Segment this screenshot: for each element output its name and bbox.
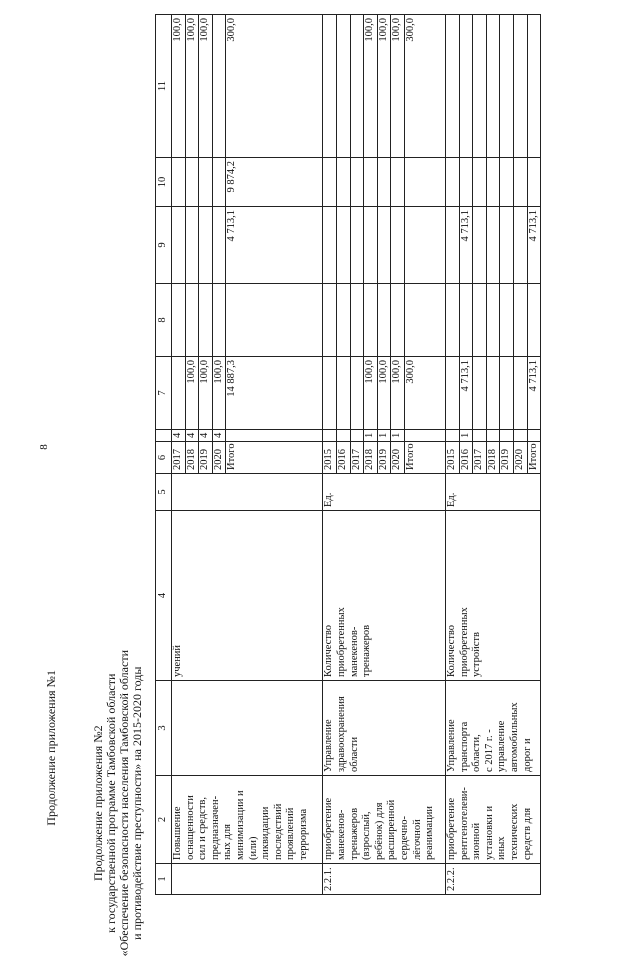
value-col10 (172, 158, 186, 207)
value-col9 (486, 207, 500, 284)
value-col9 (391, 207, 405, 284)
value-col11 (323, 15, 337, 158)
value-col11 (513, 15, 527, 158)
value-col10 (350, 158, 364, 207)
activity-name-cell: Повышение оснащенности сил и средств, предназначен- ных для минимизации и (или) ликвидации последствий проявлений терроризма (172, 776, 323, 864)
year-cell: 2018 (486, 442, 500, 474)
table-row (445, 15, 459, 895)
total-col8 (404, 284, 445, 357)
value-col11 (473, 15, 487, 158)
value-col10 (185, 158, 199, 207)
activity-name-cell: приобретение манекенов- тренажеров (взрослый, ребёнок) для расширенной сердечно- лёгочной реанимации (323, 776, 446, 864)
total-col10: 9 874,2 (226, 158, 323, 207)
column-numbers-row (156, 15, 172, 895)
value-col8 (459, 284, 473, 357)
year-cell: 2016 (459, 442, 473, 474)
quantity-cell: 1 (364, 430, 378, 442)
column-number: 11 (156, 15, 172, 158)
value-col7: 4 713,1 (459, 357, 473, 430)
year-cell: 2016 (336, 442, 350, 474)
total-col7: 4 713,1 (527, 357, 541, 430)
unit-cell (172, 474, 323, 511)
value-col8 (513, 284, 527, 357)
value-col8 (391, 284, 405, 357)
value-col7: 100,0 (212, 357, 226, 430)
value-col9 (350, 207, 364, 284)
quantity-cell (350, 430, 364, 442)
value-col11 (445, 15, 459, 158)
value-col8 (486, 284, 500, 357)
value-col7 (513, 357, 527, 430)
value-col11: 100,0 (185, 15, 199, 158)
item-number-cell: 2.2.1. (323, 864, 446, 895)
quantity-cell: 1 (391, 430, 405, 442)
year-cell: 2019 (377, 442, 391, 474)
value-col10 (199, 158, 213, 207)
quantity-cell: 1 (459, 430, 473, 442)
value-col7 (350, 357, 364, 430)
unit-cell: Ед. (323, 474, 446, 511)
column-number (156, 430, 172, 442)
appendix-continuation-title: Продолжение приложения №1 (44, 670, 58, 826)
quantity-cell: 4 (185, 430, 199, 442)
year-cell: 2017 (473, 442, 487, 474)
total-col8 (527, 284, 541, 357)
total-col9: 4 713,1 (527, 207, 541, 284)
value-col11 (486, 15, 500, 158)
quantity-cell: 4 (172, 430, 186, 442)
quantity-cell (513, 430, 527, 442)
value-col9 (500, 207, 514, 284)
value-col10 (377, 158, 391, 207)
table-row (323, 15, 337, 895)
year-cell: 2015 (323, 442, 337, 474)
value-col9 (336, 207, 350, 284)
total-col10 (527, 158, 541, 207)
value-col11: 100,0 (172, 15, 186, 158)
value-col11 (336, 15, 350, 158)
value-col11 (212, 15, 226, 158)
quantity-cell: 4 (199, 430, 213, 442)
column-number: 9 (156, 207, 172, 284)
year-cell: 2020 (513, 442, 527, 474)
column-number: 4 (156, 511, 172, 681)
value-col11: 100,0 (199, 15, 213, 158)
value-col7: 100,0 (199, 357, 213, 430)
column-number: 3 (156, 681, 172, 776)
header-line: и противодействие преступности» на 2015-2020 годы (130, 666, 144, 940)
value-col8 (350, 284, 364, 357)
indicator-cell: учений (172, 511, 323, 681)
year-cell: 2017 (350, 442, 364, 474)
value-col11: 100,0 (391, 15, 405, 158)
quantity-cell (404, 430, 445, 442)
total-col7: 300,0 (404, 357, 445, 430)
value-col9 (445, 207, 459, 284)
column-number: 5 (156, 474, 172, 511)
value-col11 (459, 15, 473, 158)
value-col8 (364, 284, 378, 357)
quantity-cell: 4 (212, 430, 226, 442)
value-col8 (172, 284, 186, 357)
value-col7: 100,0 (185, 357, 199, 430)
executor-cell: Управление транспорта области, с 2017 г. - управление автомобильных дорог и (445, 681, 540, 776)
value-col7 (336, 357, 350, 430)
value-col11 (500, 15, 514, 158)
value-col8 (199, 284, 213, 357)
column-number: 2 (156, 776, 172, 864)
quantity-cell (336, 430, 350, 442)
header-line: Продолжение приложения №2 (91, 725, 105, 882)
value-col10 (459, 158, 473, 207)
year-cell: 2020 (391, 442, 405, 474)
quantity-cell (527, 430, 541, 442)
column-number: 10 (156, 158, 172, 207)
value-col11: 100,0 (377, 15, 391, 158)
quantity-cell (226, 430, 323, 442)
value-col9 (513, 207, 527, 284)
activity-name-cell: приобретение рентгенотелеви- зионной установки и иных технических средств для (445, 776, 540, 864)
year-cell: 2018 (185, 442, 199, 474)
value-col9 (323, 207, 337, 284)
value-col9 (364, 207, 378, 284)
item-number-cell: 2.2.2. (445, 864, 540, 895)
value-col10 (445, 158, 459, 207)
total-col11: 300,0 (404, 15, 445, 158)
value-col10 (391, 158, 405, 207)
column-number: 6 (156, 442, 172, 474)
unit-cell: Ед. (445, 474, 540, 511)
indicator-cell: Количество приобретенных манекенов- тренажеров (323, 511, 446, 681)
value-col7: 100,0 (391, 357, 405, 430)
executor-cell: Управление здравоохранения области (323, 681, 446, 776)
program-table (155, 14, 541, 895)
indicator-cell: Количество приобретенных устройств (445, 511, 540, 681)
total-col7: 14 887,3 (226, 357, 323, 430)
value-col9 (172, 207, 186, 284)
total-col11: 300,0 (226, 15, 323, 158)
quantity-cell (445, 430, 459, 442)
value-col7 (323, 357, 337, 430)
quantity-cell (500, 430, 514, 442)
value-col9 (473, 207, 487, 284)
column-number: 1 (156, 864, 172, 895)
value-col7: 100,0 (364, 357, 378, 430)
value-col9 (212, 207, 226, 284)
value-col8 (212, 284, 226, 357)
page-number: 8 (38, 444, 50, 450)
header-line: «Обеспечение безопасности населения Тамбовской области (117, 650, 131, 956)
value-col9 (185, 207, 199, 284)
year-cell: 2017 (172, 442, 186, 474)
quantity-cell: 1 (377, 430, 391, 442)
appendix-header-block (92, 650, 144, 956)
value-col9: 4 713,1 (459, 207, 473, 284)
value-col8 (473, 284, 487, 357)
value-col11: 100,0 (364, 15, 378, 158)
value-col8 (377, 284, 391, 357)
value-col11 (350, 15, 364, 158)
value-col7 (445, 357, 459, 430)
total-label: Итого (527, 442, 541, 474)
header-line: к государственной программе Тамбовской области (104, 673, 118, 933)
executor-cell (172, 681, 323, 776)
total-col9: 4 713,1 (226, 207, 323, 284)
value-col7: 100,0 (377, 357, 391, 430)
value-col10 (473, 158, 487, 207)
total-label: Итого (404, 442, 445, 474)
value-col8 (445, 284, 459, 357)
year-cell: 2015 (445, 442, 459, 474)
value-col10 (336, 158, 350, 207)
quantity-cell (473, 430, 487, 442)
column-number: 7 (156, 357, 172, 430)
value-col8 (323, 284, 337, 357)
value-col7 (486, 357, 500, 430)
total-col8 (226, 284, 323, 357)
value-col10 (500, 158, 514, 207)
table-row (172, 15, 186, 895)
value-col10 (486, 158, 500, 207)
value-col7 (473, 357, 487, 430)
value-col9 (199, 207, 213, 284)
value-col7 (500, 357, 514, 430)
total-col10 (404, 158, 445, 207)
value-col7 (172, 357, 186, 430)
total-label: Итого (226, 442, 323, 474)
value-col10 (212, 158, 226, 207)
value-col10 (364, 158, 378, 207)
quantity-cell (486, 430, 500, 442)
total-col9 (404, 207, 445, 284)
value-col9 (377, 207, 391, 284)
year-cell: 2020 (212, 442, 226, 474)
column-number: 8 (156, 284, 172, 357)
year-cell: 2019 (199, 442, 213, 474)
value-col10 (323, 158, 337, 207)
value-col8 (336, 284, 350, 357)
quantity-cell (323, 430, 337, 442)
value-col8 (185, 284, 199, 357)
item-number-cell (172, 864, 323, 895)
year-cell: 2019 (500, 442, 514, 474)
total-col11 (527, 15, 541, 158)
value-col10 (513, 158, 527, 207)
year-cell: 2018 (364, 442, 378, 474)
value-col8 (500, 284, 514, 357)
